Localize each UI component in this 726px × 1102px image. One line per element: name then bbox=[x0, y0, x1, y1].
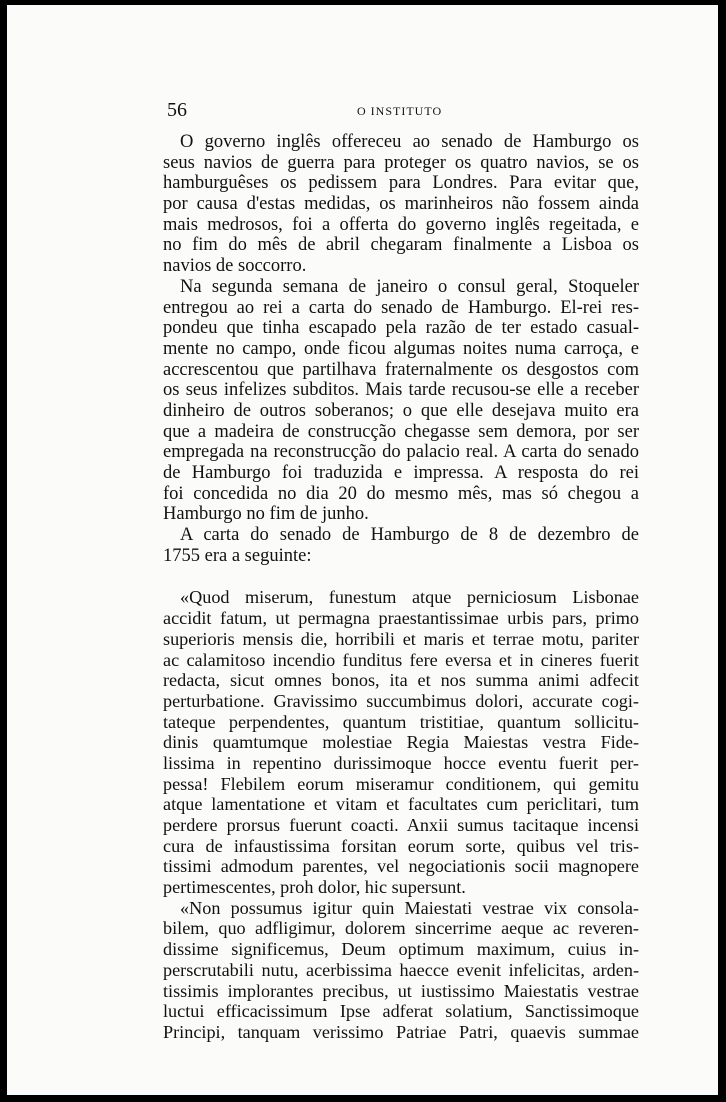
text-line: accrescentou que partilhava fraternalmente os desgostos com bbox=[163, 359, 639, 380]
text-line: tissimis implorantes precibus, ut iustissimo Maiestatis vestrae bbox=[163, 980, 639, 1001]
text-line: hamburguêses os pedissem para Londres. Para evitar que, bbox=[163, 173, 639, 194]
text-line: navios de soccorro. bbox=[163, 256, 307, 277]
text-line: ac calamitoso incendio funditus fere eversa et in cineres fuerit bbox=[163, 649, 639, 670]
text-line: seus navios de guerra para proteger os quatro navios, se os bbox=[163, 152, 639, 173]
text-line: dinheiro de outros soberanos; o que elle desejava muito era bbox=[163, 400, 639, 421]
text-line: Na segunda semana de janeiro o consul geral, Stoqueler bbox=[180, 276, 639, 297]
quoted-letter-paragraph-2 bbox=[163, 898, 639, 1043]
text-line: 1755 era a seguinte: bbox=[163, 545, 312, 566]
text-line: tateque perpendentes, quantum tristitiae, quantum sollicitu- bbox=[163, 711, 639, 732]
running-title: O INSTITUTO bbox=[357, 104, 443, 118]
text-line: que a madeira de construcção chegasse sem demora, por ser bbox=[163, 421, 639, 442]
paragraph-3 bbox=[163, 525, 639, 566]
text-line: dinis quamtumque molestiae Regia Maiestas vestra Fide- bbox=[163, 732, 639, 753]
page-body bbox=[163, 132, 639, 1043]
text-line: por causa d'estas medidas, os marinheiros não fossem ainda bbox=[163, 194, 639, 215]
text-line: accidit fatum, ut permagna praestantissimae urbis pars, primo bbox=[163, 608, 639, 629]
text-line: perscrutabili nutu, acerbissima haecce evenit infelicitas, arden- bbox=[163, 959, 639, 980]
text-line: mais medrosos, foi a offerta do governo inglês regeitada, e bbox=[163, 214, 639, 235]
text-line: empregada na reconstrucção do palacio real. A carta do senado bbox=[163, 442, 639, 463]
text-line: pessa! Flebilem eorum miseramur conditionem, qui gemitu bbox=[163, 773, 639, 794]
text-line: cura de infaustissima forsitan eorum sorte, quibus vel tris- bbox=[163, 835, 639, 856]
paragraph-spacer bbox=[163, 566, 639, 587]
text-line: foi concedida no dia 20 do mesmo mês, mas só chegou a bbox=[163, 483, 639, 504]
text-line: perdere prorsus fuerunt coacti. Anxii sumus tacitaque incensi bbox=[163, 815, 639, 835]
text-line: lissima in repentino durissimoque hocce eventu fuerit per- bbox=[163, 752, 639, 773]
text-line: perturbatione. Gravissimo succumbimus dolori, accurate cogi- bbox=[163, 690, 639, 711]
text-line: A carta do senado de Hamburgo de 8 de dezembro de bbox=[180, 525, 639, 546]
paragraph-1 bbox=[163, 132, 639, 277]
text-line: mente no campo, onde ficou algumas noites numa carroça, e bbox=[163, 338, 639, 359]
text-line: luctui efficacissimum Ipse adferat solatium, Sanctissimoque bbox=[163, 1001, 639, 1022]
paragraph-2 bbox=[163, 277, 639, 525]
text-line: os seus infelizes subditos. Mais tarde recusou-se elle a receber bbox=[163, 380, 639, 401]
text-line: Principi, tanquam verissimo Patriae Patri, quaevis summae bbox=[163, 1021, 639, 1042]
text-line: atque lamentatione et vitam et facultates cum periclitari, tum bbox=[163, 794, 639, 815]
text-line: tissimi admodum parentes, vel negociationis socii magnopere bbox=[163, 856, 639, 877]
text-line: Hamburgo no fim de junho. bbox=[163, 504, 369, 525]
text-line: bilem, quo adfligimur, dolorem sincerrime aeque ac reveren- bbox=[163, 918, 639, 939]
text-line: «Non possumus igitur quin Maiestati vestrae vix consola- bbox=[180, 897, 639, 918]
text-line: O governo inglês offereceu ao senado de Hamburgo os bbox=[180, 132, 639, 152]
page-number: 56 bbox=[167, 99, 187, 121]
text-line: pondeu que tinha escapado pela razão de ter estado casual- bbox=[163, 318, 639, 339]
text-line: redacta, sicut omnes bonos, ita et nos summa animi adfecit bbox=[163, 670, 639, 691]
text-line: «Quod miserum, funestum atque perniciosum Lisbonae bbox=[180, 587, 639, 608]
text-line: de Hamburgo foi traduzida e impressa. A resposta do rei bbox=[163, 463, 639, 483]
text-line: superioris mensis die, horribili et maris et terrae motu, pariter bbox=[163, 628, 639, 649]
page-header bbox=[167, 99, 637, 121]
text-line: dissime significemus, Deum optimum maximum, cuius in- bbox=[163, 939, 639, 960]
text-line: pertimescentes, proh dolor, hic supersunt. bbox=[163, 877, 466, 898]
quoted-letter-paragraph-1 bbox=[163, 587, 639, 897]
text-line: entregou ao rei a carta do senado de Hamburgo. El-rei res- bbox=[163, 297, 639, 318]
text-line: no fim do mês de abril chegaram finalmente a Lisboa os bbox=[163, 235, 639, 256]
